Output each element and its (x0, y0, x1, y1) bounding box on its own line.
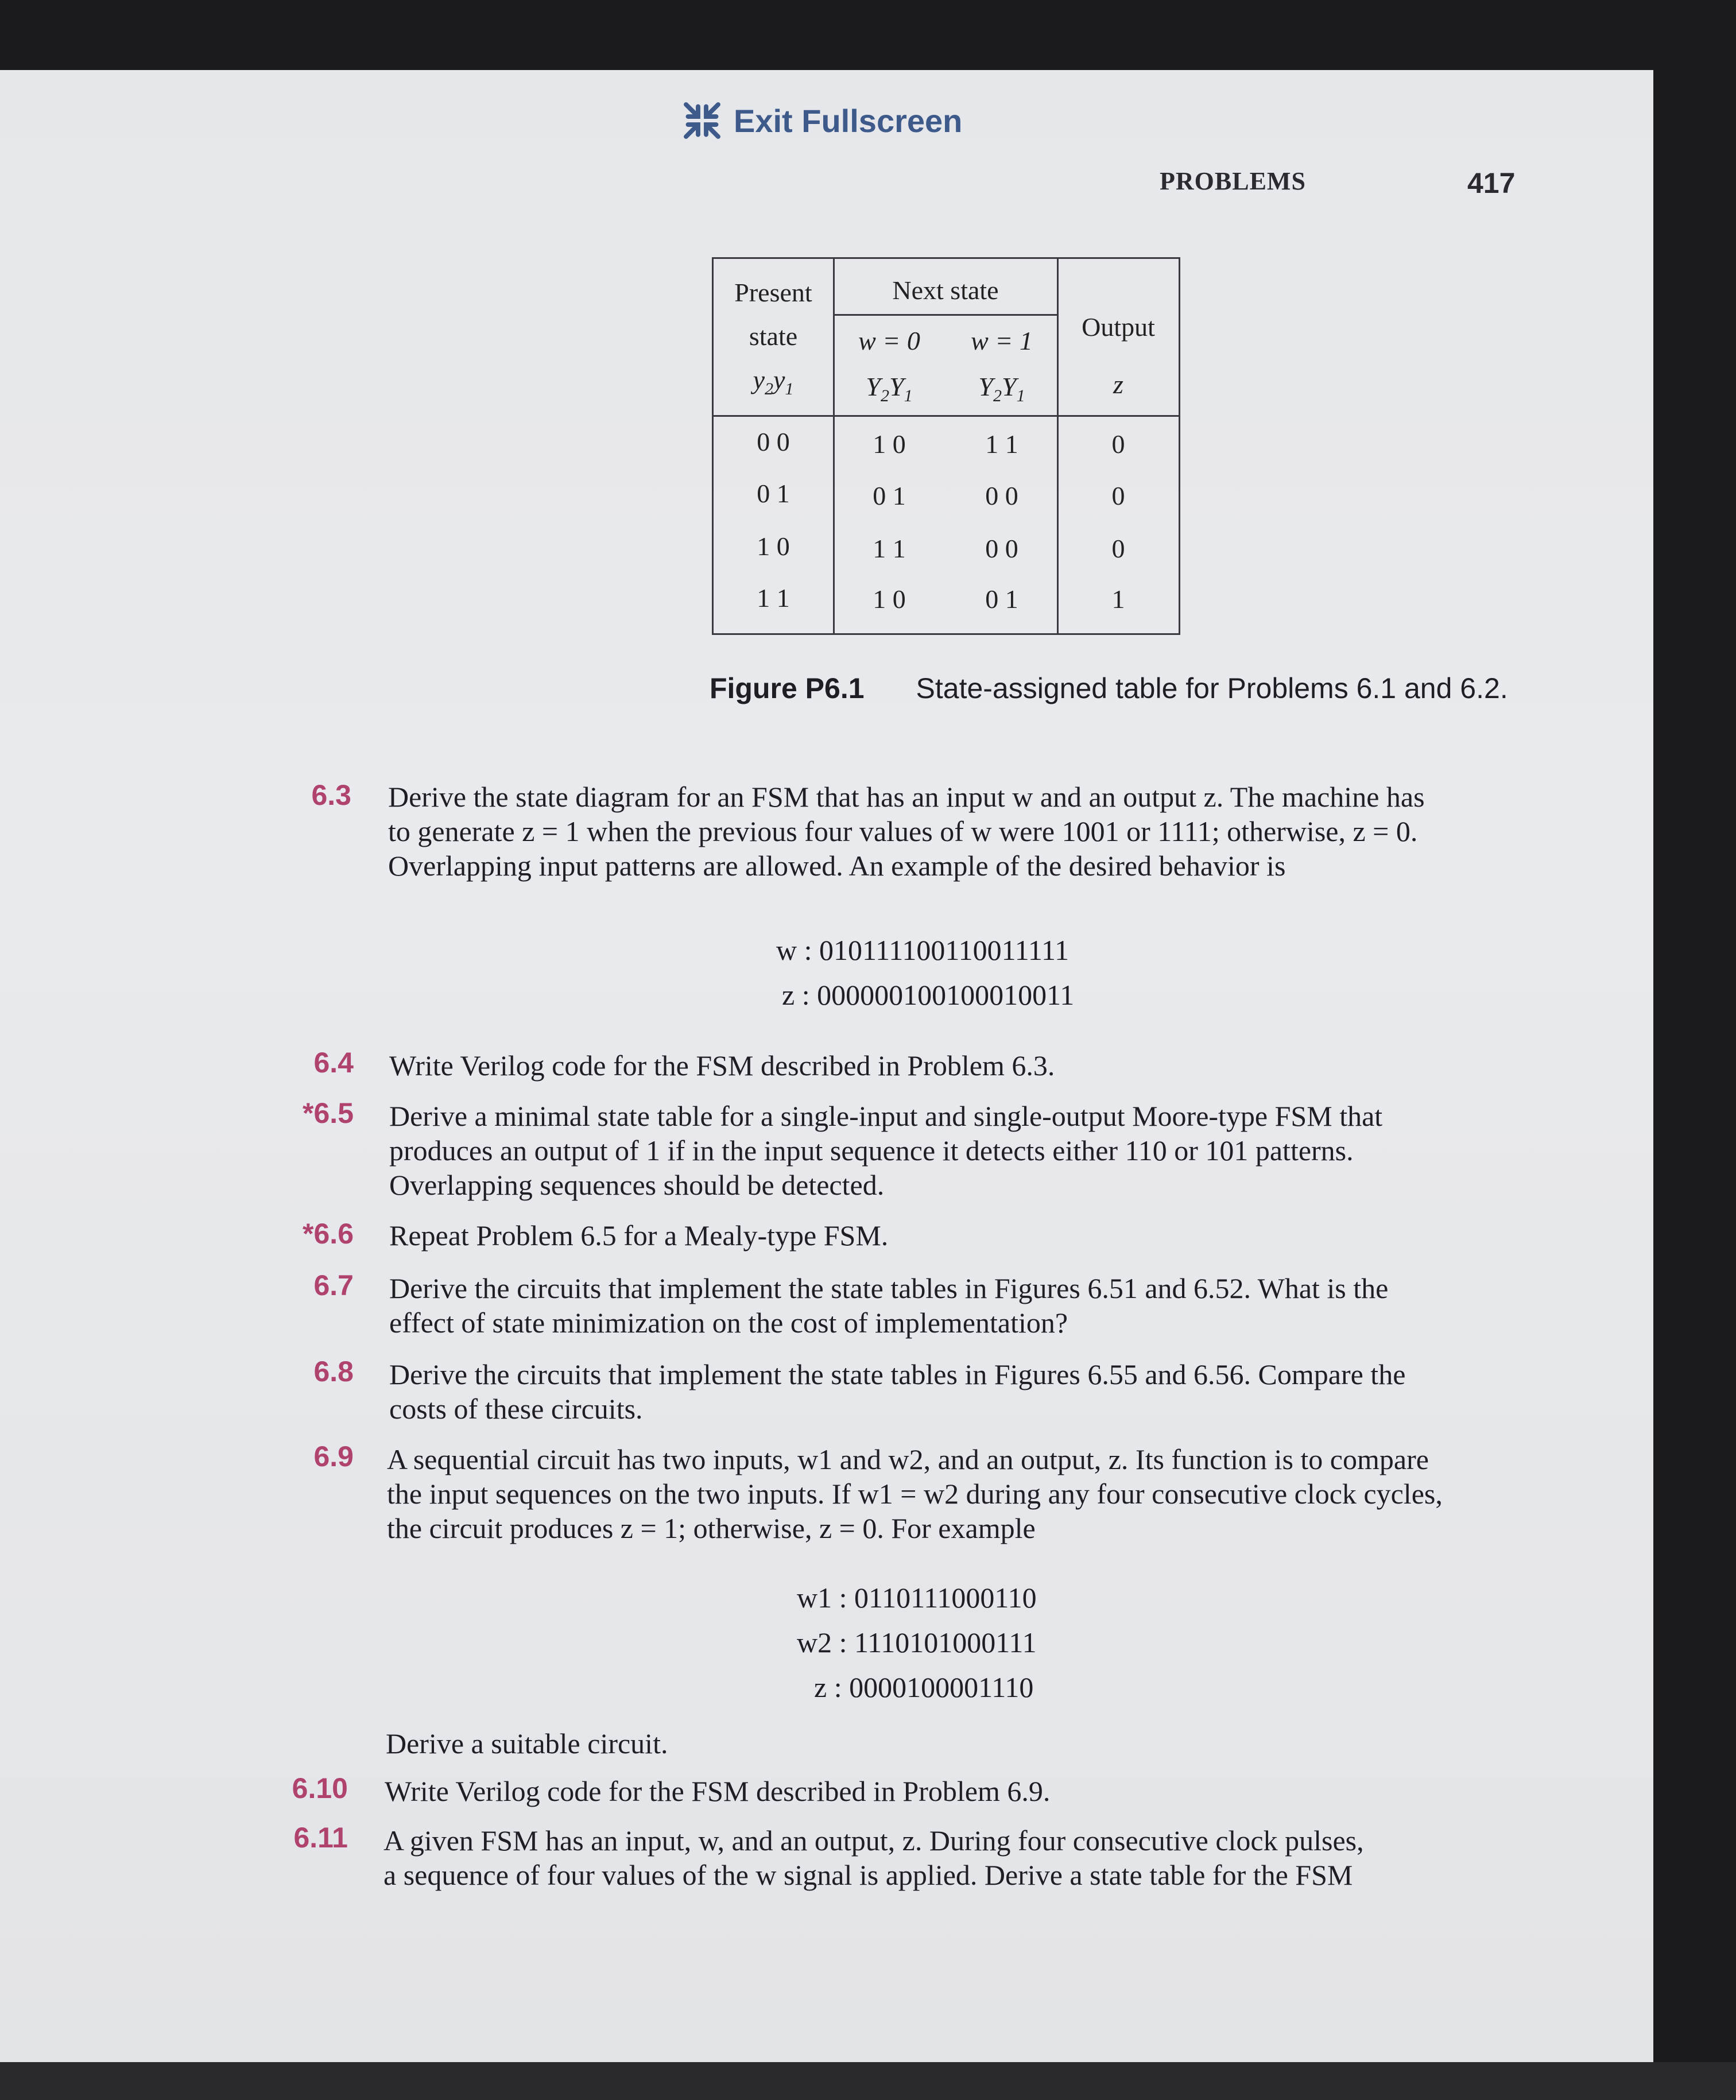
row-0-present: 0 0 (757, 427, 790, 456)
header-output: Output (1082, 312, 1155, 342)
header-next-state: Next state (892, 276, 999, 305)
row-2-present: 1 0 (757, 532, 790, 561)
header-present-vars: $y_2y_1$ (753, 365, 794, 399)
header-w1: w = 1 (971, 326, 1033, 355)
row-3-present: 1 1 (757, 583, 790, 613)
problem-number: *6.5 (303, 1097, 354, 1129)
problem-text-line: Derive a minimal state table for a single-input and single-output Moore-type FSM that (389, 1100, 1383, 1132)
problem-number: 6.8 (313, 1355, 354, 1388)
state-table (712, 257, 1180, 635)
problem-text-line: Derive the circuits that implement the state tables in Figures 6.55 and 6.56. Compare the (389, 1358, 1406, 1390)
problem-text-line: Write Verilog code for the FSM described in Problem 6.3. (389, 1049, 1055, 1082)
problem-number: *6.6 (303, 1218, 354, 1250)
row-2-w1: 0 0 (985, 534, 1018, 563)
row-0-z: 0 (1111, 429, 1125, 459)
row-3-w0: 1 0 (873, 584, 906, 614)
problem-text-line: Overlapping input patterns are allowed. An example of the desired behavior is (388, 850, 1286, 882)
running-head: PROBLEMS (1160, 167, 1306, 195)
problem-text-line: Derive the circuits that implement the state tables in Figures 6.51 and 6.52. What is the (389, 1272, 1389, 1304)
problem-text-line: effect of state minimization on the cost of implementation? (389, 1307, 1068, 1339)
row-2-w0: 1 1 (873, 534, 906, 563)
problem-number: 6.10 (292, 1772, 348, 1804)
header-next-vars-w0: $Y_2Y_1$ (866, 372, 913, 406)
sequence-w1: w1 : 0110111000110 (797, 1582, 1037, 1614)
row-0-w0: 1 0 (873, 429, 906, 459)
problem-number: 6.11 (293, 1822, 348, 1854)
problem-number: 6.9 (313, 1440, 354, 1473)
row-1-w1: 0 0 (985, 481, 1018, 510)
row-1-w0: 0 1 (873, 481, 906, 510)
exit-fullscreen-button[interactable] (682, 98, 962, 144)
row-1-present: 0 1 (757, 479, 790, 508)
problem-text-line: the circuit produces z = 1; otherwise, z = 0. For example (387, 1512, 1036, 1544)
header-state: state (749, 321, 798, 351)
problem-text-line: produces an output of 1 if in the input sequence it detects either 110 or 101 patterns. (389, 1134, 1354, 1167)
problem-text-line: to generate z = 1 when the previous four values of w were 1001 or 1111; otherwise, z = 0. (388, 815, 1418, 847)
problem-text-line: A sequential circuit has two inputs, w1 and w2, and an output, z. Its function is to compare (387, 1443, 1429, 1475)
problem-number: 6.4 (313, 1047, 354, 1079)
sequence-w2: w2 : 1110101000111 (797, 1626, 1037, 1659)
exit-fullscreen-icon (682, 100, 722, 141)
row-0-w1: 1 1 (985, 429, 1018, 459)
header-next-vars-w1: $Y_2Y_1$ (978, 372, 1025, 406)
problem-6-9-tail: Derive a suitable circuit. (386, 1727, 668, 1760)
problem-text-line: costs of these circuits. (389, 1393, 643, 1425)
figure-caption-text: State-assigned table for Problems 6.1 and 6.2. (916, 672, 1508, 704)
screen-bottom-bezel (0, 2062, 1736, 2100)
problem-text-line: the input sequences on the two inputs. If w1 = w2 during any four consecutive clock cycles, (387, 1478, 1443, 1510)
row-3-z: 1 (1111, 584, 1125, 614)
sequence-z2: z : 0000100001110 (814, 1671, 1034, 1703)
row-2-z: 0 (1111, 534, 1125, 563)
header-output-z: z (1113, 370, 1123, 399)
problem-number: 6.7 (313, 1269, 354, 1301)
problem-number: 6.3 (311, 779, 351, 811)
problem-text-line: A given FSM has an input, w, and an output, z. During four consecutive clock pulses, (383, 1824, 1364, 1857)
figure-label: Figure P6.1 (710, 672, 865, 704)
exit-fullscreen-label: Exit Fullscreen (734, 102, 963, 139)
header-w0: w = 0 (858, 326, 920, 355)
sequence-w: w : 010111100110011111 (776, 934, 1070, 966)
problem-text-line: a sequence of four values of the w signal is applied. Derive a state table for the FSM (383, 1859, 1353, 1891)
problem-text-line: Derive the state diagram for an FSM that has an input w and an output z. The machine has (388, 781, 1425, 813)
problem-text-line: Overlapping sequences should be detected. (389, 1169, 885, 1201)
header-present: Present (734, 278, 812, 307)
sequence-z: z : 000000100100010011 (782, 979, 1075, 1011)
page-number: 417 (1467, 167, 1516, 199)
row-3-w1: 0 1 (985, 584, 1018, 614)
figure-caption (710, 672, 1508, 705)
problem-text-line: Write Verilog code for the FSM described in Problem 6.9. (385, 1775, 1051, 1807)
row-1-z: 0 (1111, 481, 1125, 510)
problem-text-line: Repeat Problem 6.5 for a Mealy-type FSM. (389, 1219, 889, 1252)
